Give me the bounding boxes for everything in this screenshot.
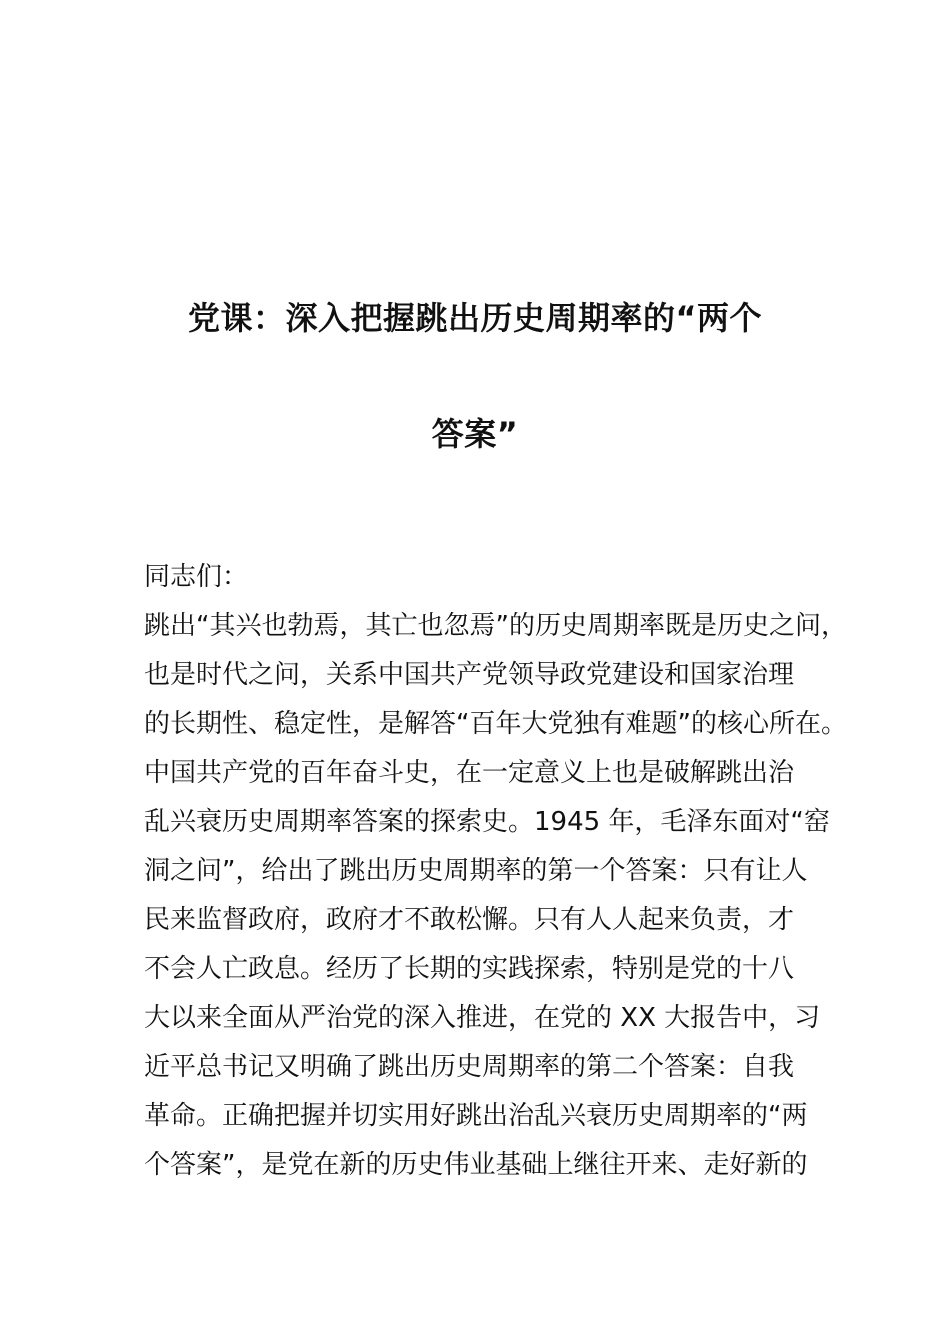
paragraph-line: 大以来全面从严治党的深入推进，在党的 XX 大报告中，习 bbox=[144, 1003, 821, 1033]
paragraph-line: 近平总书记又明确了跳出历史周期率的第二个答案：自我 bbox=[144, 1052, 795, 1082]
paragraph-line: 的长期性、稳定性，是解答“百年大党独有难题”的核心所在。 bbox=[144, 709, 847, 739]
document-title-line-2: 答案” bbox=[431, 415, 519, 453]
body-paragraph bbox=[144, 602, 847, 1190]
paragraph-line: 中国共产党的百年奋斗史，在一定意义上也是破解跳出治 bbox=[144, 758, 795, 788]
paragraph-line: 个答案”，是党在新的历史伟业基础上继往开来、走好新的 bbox=[144, 1150, 808, 1180]
paragraph-line: 民来监督政府，政府才不敢松懈。只有人人起来负责，才 bbox=[144, 905, 795, 935]
paragraph-line: 洞之问”，给出了跳出历史周期率的第一个答案：只有让人 bbox=[144, 856, 808, 886]
paragraph-line: 革命。正确把握并切实用好跳出治乱兴衰历史周期率的“两 bbox=[144, 1101, 808, 1131]
paragraph-line: 也是时代之问，关系中国共产党领导政党建设和国家治理 bbox=[144, 660, 795, 690]
document-title-line-1: 党课：深入把握跳出历史周期率的“两个 bbox=[187, 299, 763, 337]
paragraph-line: 乱兴衰历史周期率答案的探索史。1945 年，毛泽东面对“窑 bbox=[144, 807, 830, 837]
paragraph-line: 不会人亡政息。经历了长期的实践探索，特别是党的十八 bbox=[144, 954, 795, 984]
greeting: 同志们： bbox=[144, 562, 249, 592]
paragraph-line: 跳出“其兴也勃焉，其亡也忽焉”的历史周期率既是历史之问， bbox=[144, 611, 847, 641]
